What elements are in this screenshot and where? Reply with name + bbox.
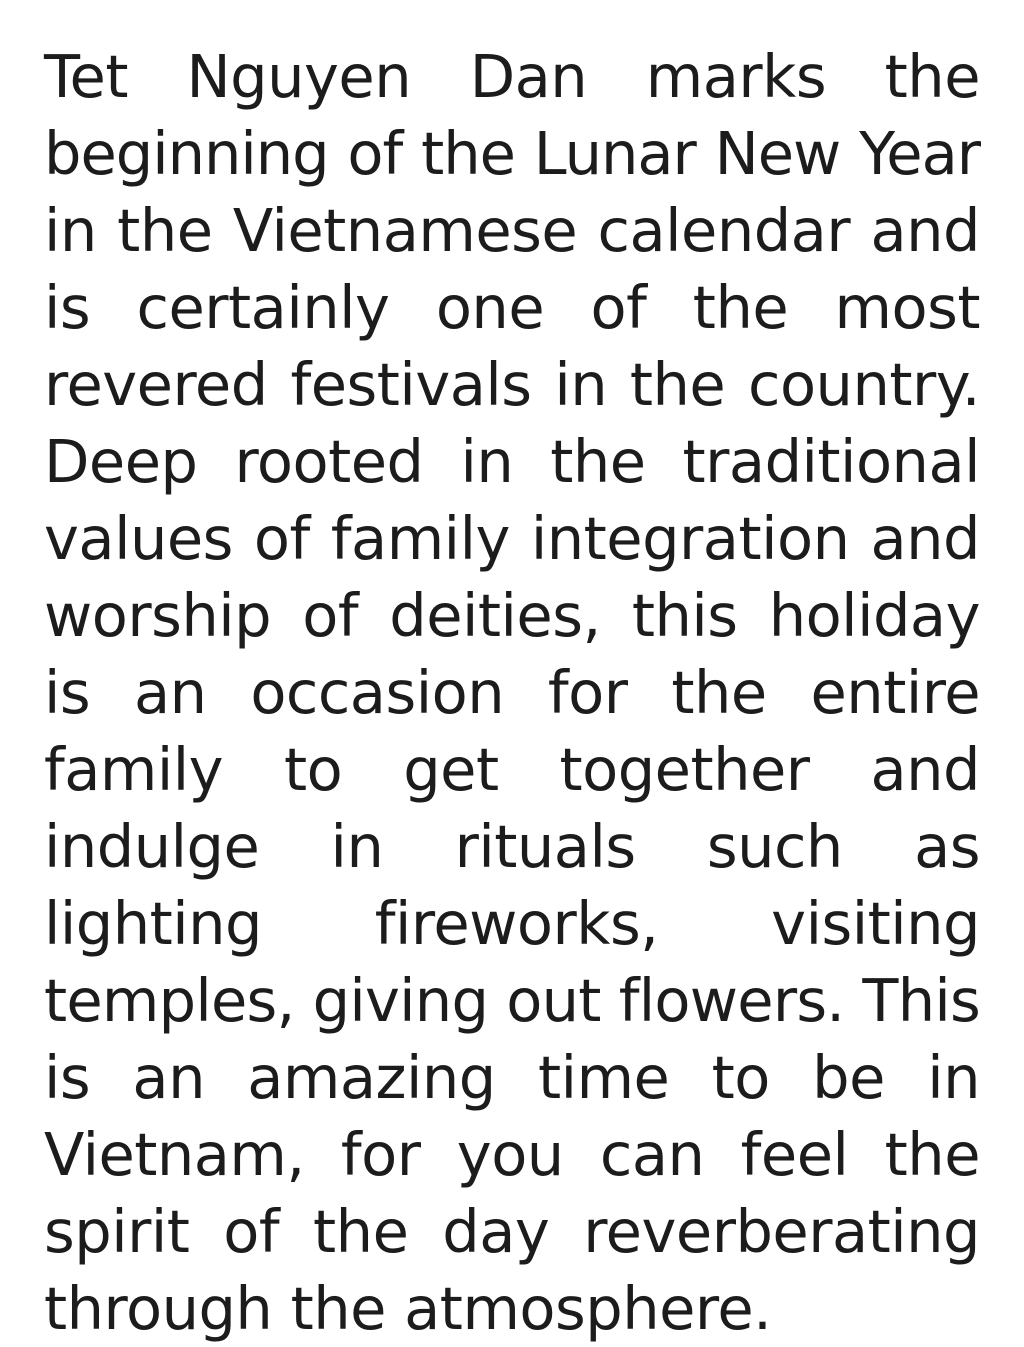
text-line: is an occasion for the entire <box>44 658 980 727</box>
text-line: is certainly one of the most <box>44 273 980 342</box>
text-line: temples, giving out flowers. This <box>44 966 980 1035</box>
text-line: through the atmosphere. <box>44 1274 772 1343</box>
text-line: Vietnam, for you can feel the <box>44 1120 980 1189</box>
text-line: indulge in rituals such as <box>44 812 980 881</box>
text-line: lighting fireworks, visiting <box>44 889 980 958</box>
text-line: values of family integration and <box>44 504 980 573</box>
text-line: worship of deities, this holiday <box>44 581 980 650</box>
text-line: spirit of the day reverberating <box>44 1197 980 1266</box>
text-line: family to get together and <box>44 735 980 804</box>
text-line: is an amazing time to be in <box>44 1043 980 1112</box>
text-line: revered festivals in the country. <box>44 350 980 419</box>
text-line: Tet Nguyen Dan marks the <box>44 42 980 111</box>
text-line: Deep rooted in the traditional <box>44 427 980 496</box>
text-line: in the Vietnamese calendar and <box>44 196 980 265</box>
body-paragraph <box>44 38 980 1347</box>
text-line: beginning of the Lunar New Year <box>44 119 980 188</box>
